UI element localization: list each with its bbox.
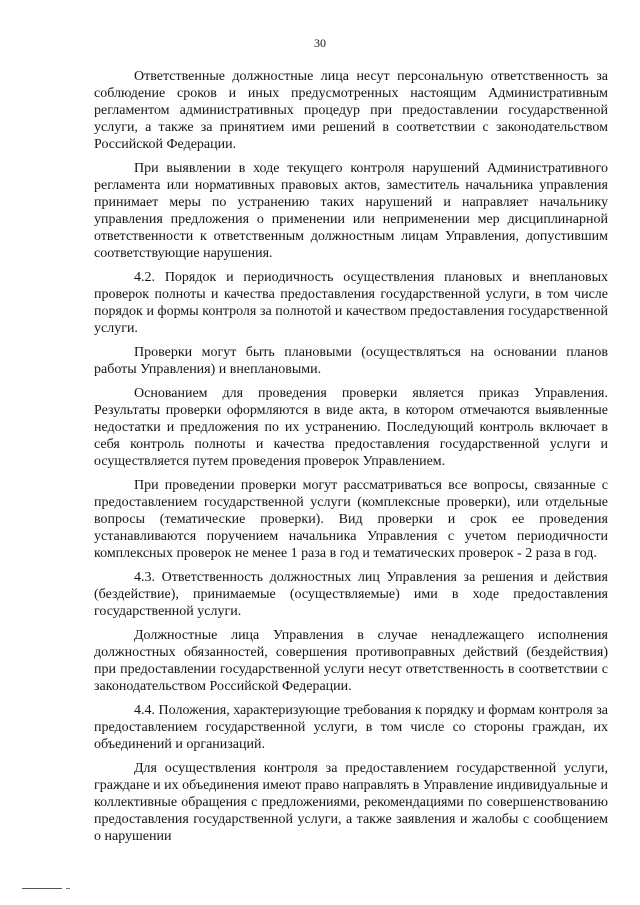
footer-rule-dot [66, 888, 70, 889]
paragraph-citizen-control: Для осуществления контроля за предоставлением государственной услуги, граждане и их объединения имеют право направлять в Управление индивидуальные и коллективные обращения с предложениями, рекомендациями по совершенствованию предоставления государственной услуги, а также заявления и жалобы с сообщением о нарушении [94, 761, 608, 844]
page-number: 30 [314, 36, 326, 50]
paragraph-official-liability: Должностные лица Управления в случае ненадлежащего исполнения должностных обязанностей, совершения противоправных действий (бездействия) при предоставлении государственной услуги несут ответственность в соответствии с законодательством Российской Федерации. [94, 628, 608, 694]
document-body [94, 68, 608, 845]
paragraph-violations: При выявлении в ходе текущего контроля нарушений Административного регламента или нормативных правовых актов, заместитель начальника управления принимает меры по устранению таких нарушений и направляет начальнику управления предложения о применении или неприменении мер дисциплинарной ответственности к ответственным должностным лицам Управления, допустившим соответствующие нарушения. [94, 161, 608, 261]
paragraph-inspection-types: Проверки могут быть плановыми (осуществляться на основании планов работы Управления) и внеплановыми. [94, 345, 608, 377]
paragraph-inspection-basis: Основанием для проведения проверки является приказ Управления. Результаты проверки оформляются в виде акта, в котором отмечаются выявленные недостатки и предложения по их устранению. Последующий контроль включает в себя контроль полноты и качества предоставления государственной услуги и осуществляется путем проведения проверок Управлением. [94, 386, 608, 469]
section-4-3-heading: 4.3. Ответственность должностных лиц Управления за решения и действия (бездействие), принимаемые (осуществляемые) ими в ходе предоставления государственной услуги. [94, 570, 608, 619]
section-4-2-heading: 4.2. Порядок и периодичность осуществления плановых и внеплановых проверок полноты и качества предоставления государственной услуги, в том числе порядок и формы контроля за полнотой и качеством предоставления государственной услуги. [94, 270, 608, 336]
paragraph-inspection-scope: При проведении проверки могут рассматриваться все вопросы, связанные с предоставлением государственной услуги (комплексные проверки), или отдельные вопросы (тематические проверки). Вид проверки и срок ее проведения устанавливаются поручением начальника Управления с учетом периодичности комплексных проверок не менее 1 раза в год и тематических проверок - 2 раза в год. [94, 478, 608, 561]
footer-rule [22, 888, 62, 889]
section-4-4-heading: 4.4. Положения, характеризующие требования к порядку и формам контроля за предоставлением государственной услуги, в том числе со стороны граждан, их объединений и организаций. [94, 703, 608, 752]
paragraph-responsibility: Ответственные должностные лица несут персональную ответственность за соблюдение сроков и иных предусмотренных настоящим Административным регламентом административных процедур при предоставлении государственной услуги, а также за принятием ими решений в соответствии с законодательством Российской Федерации. [94, 69, 608, 152]
